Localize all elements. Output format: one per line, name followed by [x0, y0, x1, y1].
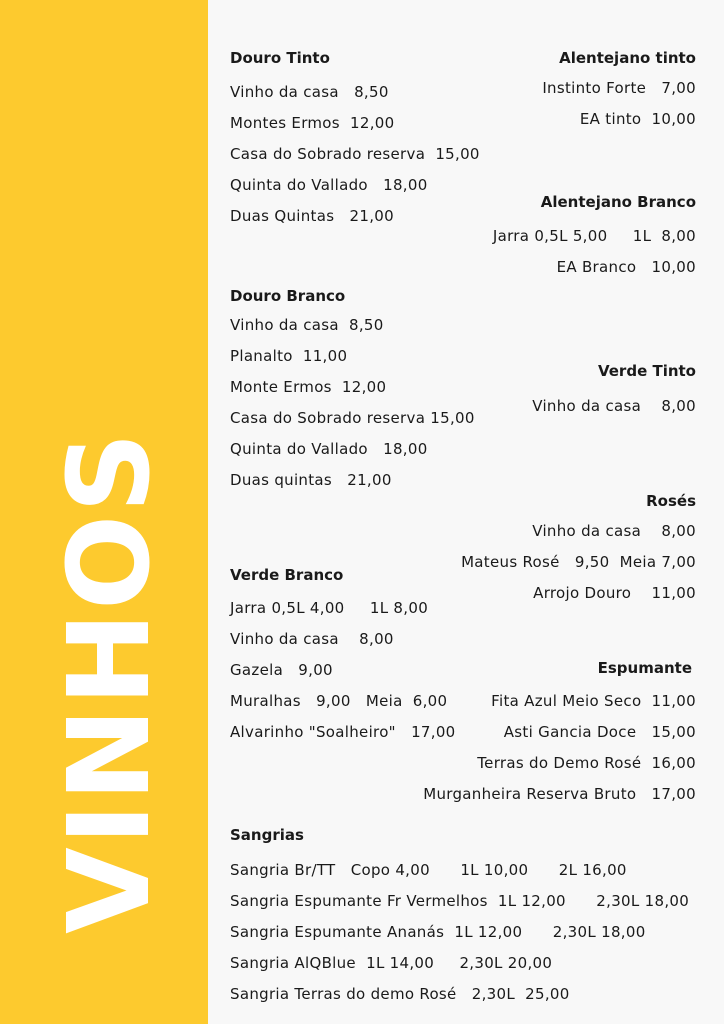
sangria-item: Sangria Espumante Fr Vermelhos 1L 12,00 2,30L 18,00 — [230, 892, 690, 910]
alentejano-tinto-item: Instinto Forte 7,00 — [542, 79, 696, 97]
roses-item: Mateus Rosé 9,50 Meia 7,00 — [461, 553, 696, 571]
douro-tinto-item: Duas Quintas 21,00 — [230, 207, 394, 225]
roses-item: Vinho da casa 8,00 — [532, 522, 696, 540]
verde-tinto-item: Vinho da casa 8,00 — [532, 397, 696, 415]
douro-branco-item: Vinho da casa 8,50 — [230, 316, 384, 334]
verde-branco-item: Muralhas 9,00 Meia 6,00 — [230, 692, 448, 710]
douro-tinto-item: Montes Ermos 12,00 — [230, 114, 395, 132]
alentejano-branco-heading: Alentejano Branco — [540, 193, 696, 211]
alentejano-tinto-heading: Alentejano tinto — [559, 49, 696, 67]
douro-tinto-heading: Douro Tinto — [230, 49, 330, 67]
alentejano-branco-item: EA Branco 10,00 — [556, 258, 696, 276]
verde-branco-item: Gazela 9,00 — [230, 661, 333, 679]
roses-heading: Rosés — [646, 492, 696, 510]
douro-branco-item: Quinta do Vallado 18,00 — [230, 440, 428, 458]
roses-item: Arrojo Douro 11,00 — [533, 584, 696, 602]
sangria-item: Sangria AlQBlue 1L 14,00 2,30L 20,00 — [230, 954, 553, 972]
alentejano-branco-item: Jarra 0,5L 5,00 1L 8,00 — [492, 227, 696, 245]
sangrias-heading: Sangrias — [230, 826, 304, 844]
verde-branco-item: Alvarinho "Soalheiro" 17,00 — [230, 723, 456, 741]
verde-branco-heading: Verde Branco — [230, 566, 344, 584]
douro-branco-item: Casa do Sobrado reserva 15,00 — [230, 409, 475, 427]
sangria-item: Sangria Br/TT Copo 4,00 1L 10,00 2L 16,00 — [230, 861, 627, 879]
verde-branco-item: Jarra 0,5L 4,00 1L 8,00 — [230, 599, 429, 617]
douro-branco-item: Duas quintas 21,00 — [230, 471, 392, 489]
espumante-item: Murganheira Reserva Bruto 17,00 — [423, 785, 696, 803]
verde-branco-item: Vinho da casa 8,00 — [230, 630, 394, 648]
espumante-item: Asti Gancia Doce 15,00 — [503, 723, 696, 741]
douro-branco-item: Monte Ermos 12,00 — [230, 378, 387, 396]
espumante-item: Terras do Demo Rosé 16,00 — [477, 754, 696, 772]
alentejano-tinto-item: EA tinto 10,00 — [579, 110, 696, 128]
douro-branco-heading: Douro Branco — [230, 287, 346, 305]
page-title: VINHOS — [45, 430, 175, 934]
sangria-item: Sangria Terras do demo Rosé 2,30L 25,00 — [230, 985, 570, 1003]
douro-tinto-item: Casa do Sobrado reserva 15,00 — [230, 145, 480, 163]
sangria-item: Sangria Espumante Ananás 1L 12,00 2,30L 18,00 — [230, 923, 646, 941]
douro-branco-item: Planalto 11,00 — [230, 347, 348, 365]
douro-tinto-item: Quinta do Vallado 18,00 — [230, 176, 428, 194]
verde-tinto-heading: Verde Tinto — [597, 362, 696, 380]
espumante-item: Fita Azul Meio Seco 11,00 — [491, 692, 696, 710]
douro-tinto-item: Vinho da casa 8,50 — [230, 83, 389, 101]
espumante-heading: Espumante — [597, 659, 692, 677]
